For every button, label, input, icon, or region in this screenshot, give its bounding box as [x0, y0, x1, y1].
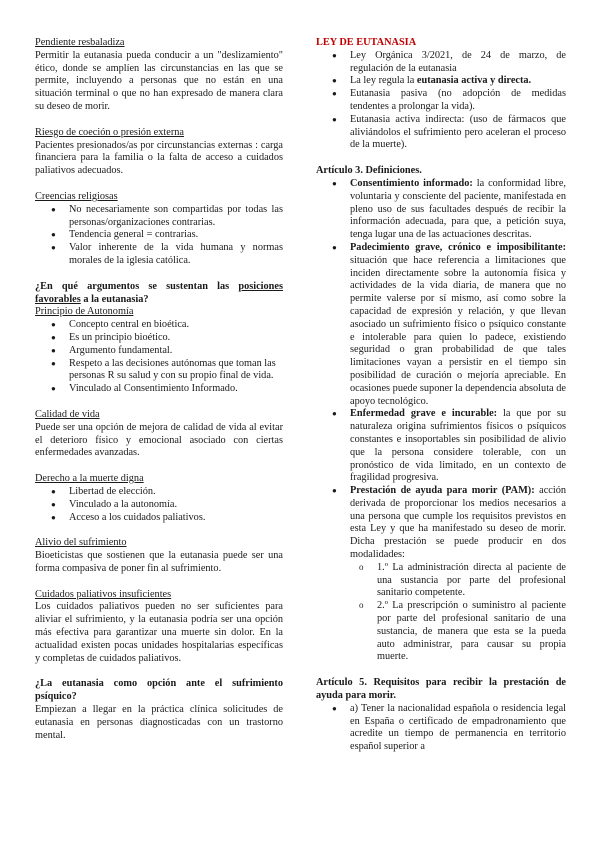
section-heading-autonomia: Principio de Autonomía [35, 306, 134, 318]
list-item: o 2.º La prescripción o suministro al paciente por parte del profesional sanitario de una sustancia, de manera que esta se la pueda auto administrar, para causar su propia muerte. [316, 600, 566, 664]
list-item: ● Respeto a las decisiones autónomas que toman las personas R su salud y con su propio final de vida. [35, 358, 283, 384]
article-3-heading: Artículo 3. Definiciones. [316, 165, 422, 177]
left-column [35, 37, 283, 742]
paragraph-sufrimiento-psiquico: Empiezan a llegar en la práctica clínica solicitudes de eutanasia en personas diagnosticadas con un trastorno mental. [35, 704, 283, 741]
list-item: ● Concepto central en bioética. [35, 319, 283, 332]
list-item: ● Argumento fundamental. [35, 345, 283, 358]
list-autonomia [35, 319, 283, 396]
section-heading-creencias: Creencias religiosas [35, 190, 118, 202]
section-heading-cuidados: Cuidados paliativos insuficientes [35, 588, 172, 600]
list-item: ● Es un principio bioético. [35, 332, 283, 345]
paragraph-calidad: Puede ser una opción de mejora de calidad de vida al evitar el deterioro físico y emocional asociado con ciertas enfermedades avanzadas. [35, 421, 283, 459]
paragraph-riesgo: Pacientes presionados/as por circunstancias externas : carga financiera para la familia o la falta de acceso a cuidados paliativos adecuados. [35, 139, 283, 177]
list-derecho [35, 486, 283, 524]
list-ley [316, 50, 566, 152]
list-item: ● Libertad de elección. [35, 486, 283, 499]
section-heading-pendiente: Pendiente resbaladiza [35, 37, 125, 48]
ley-title: LEY DE EUTANASIA [316, 37, 417, 48]
list-item: ● Eutanasia pasiva (no adopción de medidas tendentes a prolongar la vida). [316, 88, 566, 114]
list-item: ● Acceso a los cuidados paliativos. [35, 512, 283, 525]
definition-item: ● Enfermedad grave e incurable: la que por su naturaleza origina sufrimientos físicos o psíquicos constantes e insoportables sin posibilidad de alivio que la persona considere tolerable, con un pronóstico de vida limitado, en un contexto de fragilidad progresiva. [316, 408, 566, 485]
list-item: ● Tendencia general = contrarias. [35, 229, 283, 242]
question-sufrimiento-psiquico: ¿La eutanasia como opción ante el sufrimiento psíquico? [35, 678, 283, 703]
list-item: ● Vinculado a la autonomía. [35, 499, 283, 512]
list-item: ● No necesariamente son compartidas por todas las personas/organizaciones contrarias. [35, 204, 283, 230]
section-heading-alivio: Alivio del sufrimiento [35, 537, 127, 549]
definition-item: ● Padecimiento grave, crónico e imposibilitante: situación que hace referencia a limitaciones que inciden directamente sobre la autonomía física y actividades de la vida diaria, de manera que no permite valerse por sí mismo, así como sobre la capacidad de expresión y relación, y que llevan asociado un sufrimiento físico o psíquico constante e intolerable para quien lo padece, existiendo seguridad o gran probabilidad de que tales limitaciones vayan a persistir en el tiempo sin posibilidad de curación o mejoría apreciable. En ocasiones puede suponer la dependencia absoluta de apoyo tecnológico. [316, 242, 566, 408]
section-heading-riesgo: Riesgo de coeción o presión externa [35, 126, 184, 138]
list-item: o 1.º La administración directa al paciente de una sustancia por parte del profesional sanitario competente. [316, 562, 566, 600]
list-item: ● Ley Orgánica 3/2021, de 24 de marzo, de regulación de la eutanasia [316, 50, 566, 76]
article-5-heading: Artículo 5. Requisitos para recibir la prestación de ayuda para morir. [316, 677, 566, 702]
list-item: ● a) Tener la nacionalidad española o residencia legal en España o certificado de empadronamiento que acredite un tiempo de permanencia en territorio español superior a [316, 703, 566, 754]
definition-item: ● Prestación de ayuda para morir (PAM): acción derivada de proporcionar los medios necesarios a una persona que cumple los requisitos previstos en esta Ley y que ha manifestado su deseo de morir. Dicha prestación se puede producir en dos modalidades: [316, 485, 566, 562]
list-requisitos [316, 703, 566, 754]
list-modalidades [316, 562, 566, 664]
paragraph-pendiente: Permitir la eutanasia pueda conducir a un "deslizamiento" ético, donde se amplíen las circunstancias en las que se permite, incluyendo a personas que no están en una situación terminal o que no han expresado de manera clara su deseo de morir. [35, 49, 283, 112]
paragraph-alivio: Bioeticistas que sostienen que la eutanasia puede ser una forma compasiva de poner fin al sufrimiento. [35, 550, 283, 574]
list-item: ● La ley regula la eutanasia activa y directa. [316, 75, 566, 88]
right-column [316, 37, 566, 754]
list-creencias [35, 204, 283, 268]
section-heading-calidad: Calidad de vida [35, 408, 100, 420]
definition-item: ● Consentimiento informado: la conformidad libre, voluntaria y consciente del paciente, manifestada en pleno uso de sus facultades después de recibir la información adecuada, para que, a petición suya, tenga lugar una de las actuaciones descritas. [316, 178, 566, 242]
section-heading-derecho: Derecho a la muerte digna [35, 473, 144, 485]
list-item: ● Valor inherente de la vida humana y normas morales de la iglesia católica. [35, 242, 283, 268]
list-item: ● Vinculado al Consentimiento Informado. [35, 383, 283, 396]
question-favorables: ¿En qué argumentos se sustentan las posiciones favorables a la eutanasia? [35, 280, 283, 305]
paragraph-cuidados: Los cuidados paliativos pueden no ser suficientes para aliviar el sufrimiento, y la eutanasia podría ser una opción más efectiva para garantizar una muerte sin dolor. En la actualidad existen pocas unidades hospitalarias específicas y completas de cuidados paliativos. [35, 601, 283, 664]
list-item: ● Eutanasia activa indirecta: (uso de fármacos que aliviándolos el sufrimiento pero aceleran el proceso de la muerte). [316, 114, 566, 152]
list-definiciones [316, 178, 566, 562]
